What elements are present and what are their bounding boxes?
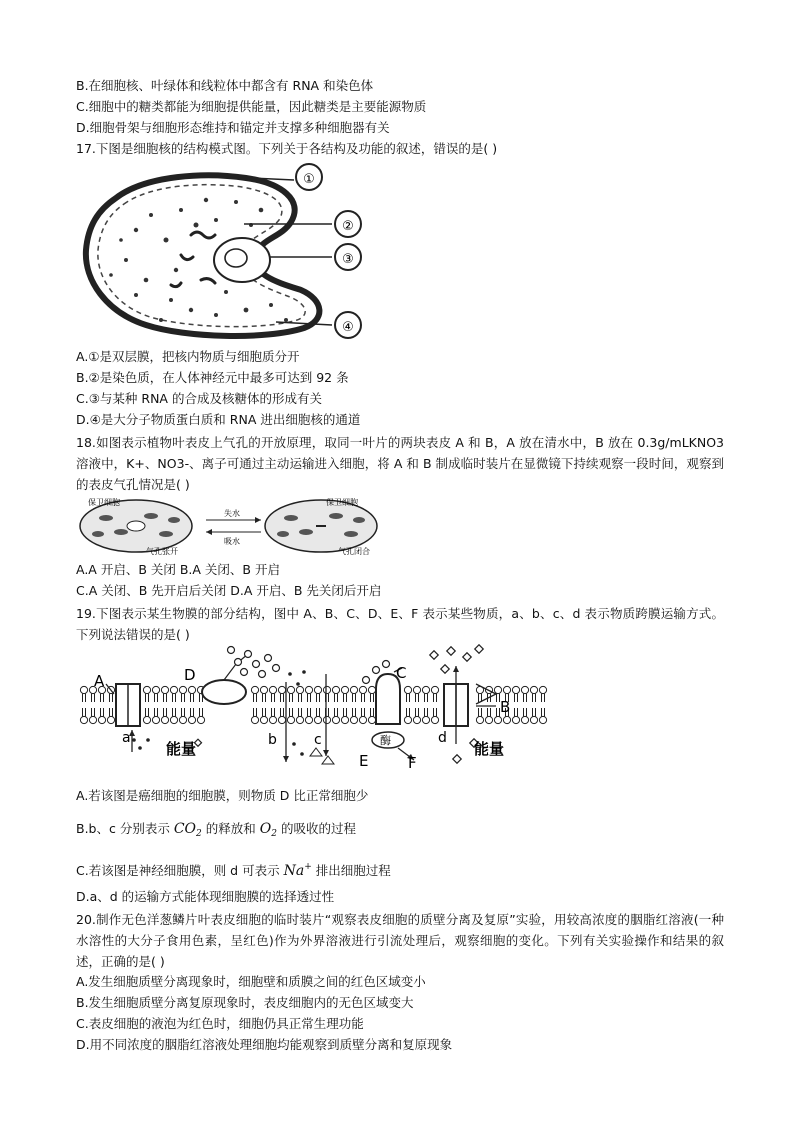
nucleus-diagram xyxy=(76,160,396,345)
label-f-upper: F xyxy=(408,754,417,772)
energy-label-left: 能量 xyxy=(166,740,197,758)
guard-cell-label-left: 保卫细胞 xyxy=(88,498,120,507)
label-2: ② xyxy=(342,219,354,234)
label-a-upper: A xyxy=(94,672,105,690)
q19-option-c xyxy=(76,856,391,882)
co2-formula: $CO_2$ xyxy=(173,821,202,839)
q17-option-b: B.②是染色质，在人体神经元中最多可达到 92 条 xyxy=(76,370,349,385)
label-a-lower: a xyxy=(122,730,131,746)
label-b-upper: B xyxy=(500,698,511,716)
q20-option-c: C.表皮细胞的液泡为红色时，细胞仍具正常生理功能 xyxy=(76,1016,364,1031)
stoma-open-label: 气孔张开 xyxy=(146,547,178,556)
enzyme-label: 酶 xyxy=(380,734,391,747)
q19-option-c-pre: C.若该图是神经细胞膜，则 d 可表示 xyxy=(76,863,280,878)
q17-option-a: A.①是双层膜，把核内物质与细胞质分开 xyxy=(76,349,300,364)
q19-option-b-pre: B.b、c 分别表示 xyxy=(76,821,170,836)
q20-option-d: D.用不同浓度的胭脂红溶液处理细胞均能观察到质壁分离和复原现象 xyxy=(76,1037,453,1052)
stomata-diagram xyxy=(76,496,396,556)
absorb-water-label: 吸水 xyxy=(224,537,240,546)
q20-option-b: B.发生细胞质壁分离复原现象时，表皮细胞内的无色区域变大 xyxy=(76,995,414,1010)
q16-option-d: D.细胞骨架与细胞形态维持和锚定并支撑多种细胞器有关 xyxy=(76,120,390,135)
label-e-upper: E xyxy=(359,752,369,770)
q16-option-c: C.细胞中的糖类都能为细胞提供能量，因此糖类是主要能源物质 xyxy=(76,99,427,114)
label-d-upper: D xyxy=(184,666,196,684)
q19-stem: 19.下图表示某生物膜的部分结构，图中 A、B、C、D、E、F 表示某些物质，a、b、c、d 表示物质跨膜运输方式。下列说法错误的是( ) xyxy=(76,606,724,642)
q18-options-cd: C.A 关闭、B 先开启后关闭 D.A 开启、B 先关闭后开启 xyxy=(76,583,382,598)
stoma-closed-label: 气孔闭合 xyxy=(338,547,370,556)
q19-option-c-post: 排出细胞过程 xyxy=(315,863,391,878)
lose-water-label: 失水 xyxy=(224,509,240,518)
q17-option-d: D.④是大分子物质蛋白质和 RNA 进出细胞核的通道 xyxy=(76,412,361,427)
q16-option-b: B.在细胞核、叶绿体和线粒体中都含有 RNA 和染色体 xyxy=(76,78,374,93)
label-d-lower: d xyxy=(438,730,447,746)
q18-options-ab: A.A 开启、B 关闭 B.A 关闭、B 开启 xyxy=(76,562,280,577)
q20-stem: 20.制作无色洋葱鳞片叶表皮细胞的临时装片“观察表皮细胞的质壁分离及复原”实验，用较高浓度的胭脂红溶液(一种水溶性的大分子食用色素，呈红色)作为外界溶液进行引流处理后，观察细胞的变化。下列有关实验操作和结果的叙述，正确的是( ) xyxy=(76,912,724,969)
q17-stem: 17.下图是细胞核的结构模式图。下列关于各结构及功能的叙述，错误的是( ) xyxy=(76,141,498,156)
label-c-upper: C xyxy=(396,664,407,682)
q19-option-b-post: 的吸收的过程 xyxy=(280,821,356,836)
label-4: ④ xyxy=(342,320,354,335)
label-1: ① xyxy=(303,172,315,187)
q19-option-a: A.若该图是癌细胞的细胞膜，则物质 D 比正常细胞少 xyxy=(76,788,369,803)
q19-option-b-mid: 的释放和 xyxy=(205,821,256,836)
q19-option-b xyxy=(76,818,356,845)
o2-formula: $O_2$ xyxy=(259,821,277,839)
q17-option-c: C.③与某种 RNA 的合成及核糖体的形成有关 xyxy=(76,391,322,406)
q20-option-a: A.发生细胞质壁分离现象时，细胞壁和质膜之间的红色区域变小 xyxy=(76,974,426,989)
na-ion: Na+ xyxy=(283,862,312,879)
label-3: ③ xyxy=(342,252,354,267)
energy-label-right: 能量 xyxy=(474,740,505,758)
guard-cell-label-right: 保卫细胞 xyxy=(326,498,358,507)
q19-option-d: D.a、d 的运输方式能体现细胞膜的选择透过性 xyxy=(76,889,335,904)
q18-stem: 18.如图表示植物叶表皮上气孔的开放原理，取同一叶片的两块表皮 A 和 B，A 放在清水中，B 放在 0.3g/mLKNO3 溶液中，K+、NO3-、离子可通过主动运输进入细胞，将 A 和 B 制成临时装片在显微镜下持续观察一段时间，观察到的表皮气孔情况是( ) xyxy=(76,435,724,492)
label-b-lower: b xyxy=(268,732,277,748)
label-c-lower: c xyxy=(314,732,322,748)
membrane-diagram xyxy=(76,644,556,774)
